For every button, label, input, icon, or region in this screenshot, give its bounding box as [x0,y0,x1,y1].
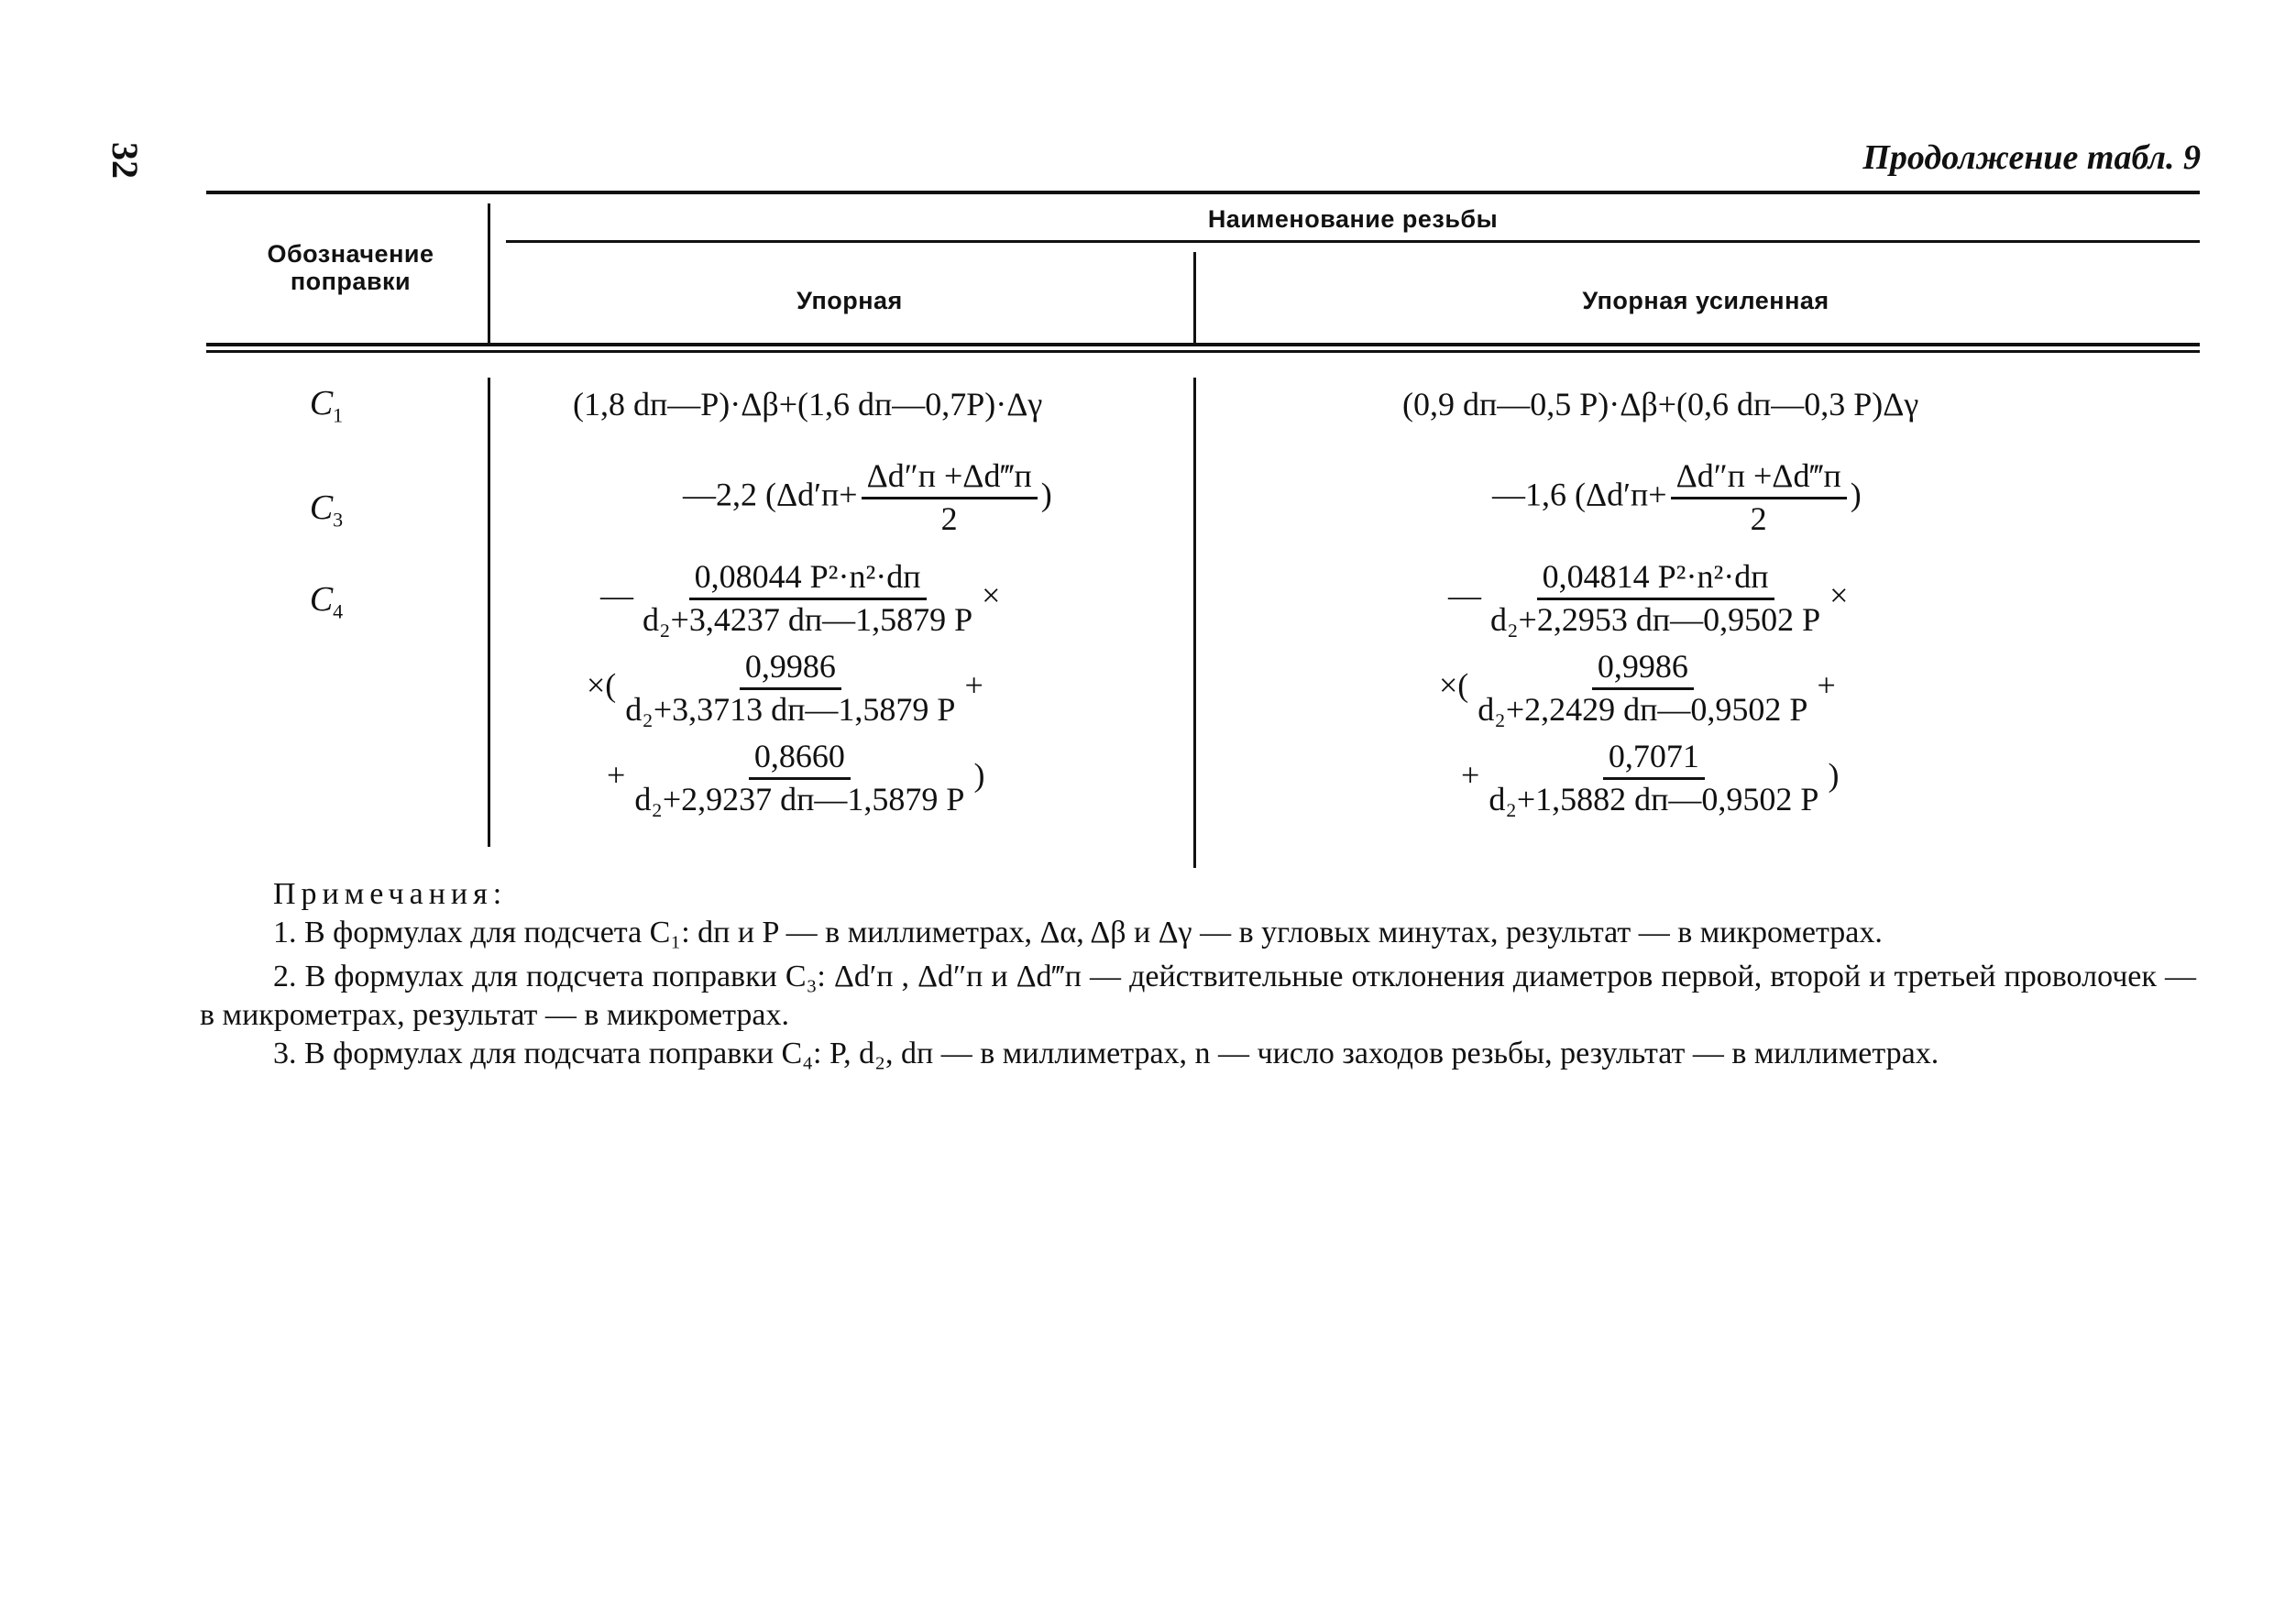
note-item-1: 1. В формулах для подсчета C₁: dп и P — в миллиметрах, Δα, Δβ и Δγ — в угловых минутах, результат — в микрометрах. [273,916,1883,949]
formula-c3-upornaya-fraction [862,458,1038,537]
formula-c4-usilennaya-den2: d₂+2,2429 dп—0,9502 P [1478,690,1808,728]
row-label-c4 [271,579,381,624]
formula-c4-usilennaya-den3: d₂+1,5882 dп—0,9502 P [1489,780,1819,817]
formula-c4-usilennaya-line1: — $\frac{\text{0,04814 P²·n²·dп}}{\text{d₂+2,2953 dп—0,9502 P}}$ × [1448,558,1849,638]
formula-c4-upornaya-frac2 [620,649,961,728]
formula-c4-upornaya-num1: 0,08044 P²·n²·dп [689,559,927,600]
formula-c4-usilennaya-den1: d₂+2,2953 dп—0,9502 P [1490,600,1821,638]
designation-header [220,240,481,295]
row-label-c1-sub: 1 [333,403,344,427]
notes-section [200,875,2196,1073]
formula-c3-upornaya-prefix: —2,2 (Δd′п+ [683,476,858,513]
formula-c3-usilennaya-num: Δd″п +Δd‴п [1671,458,1847,499]
formula-c4-usilennaya-num3: 0,7071 [1603,739,1705,780]
formula-c3-usilennaya-fraction [1671,458,1847,537]
row-label-c1 [271,383,381,428]
notes-title: Примечания: [273,877,508,911]
formula-c4-upornaya-num2: 0,9986 [740,649,841,690]
formula-c4-upornaya-line1: — $\frac{\text{0,08044 P²·n²·dп}}{\text{d₂+3,4237 dп—1,5879 P}}$ × [600,558,1001,638]
formula-c3-upornaya: —2,2 (Δd′п+ $\frac{\Delta d''п +\Delta d‴п}{2}$ ) [683,457,1052,537]
formula-c4-usilennaya-frac3 [1483,739,1824,817]
formula-c3-upornaya-num: Δd″п +Δd‴п [862,458,1038,499]
header-bottom-rule-1 [206,343,2200,346]
formula-c4-upornaya-den2: d₂+3,3713 dп—1,5879 P [625,690,956,728]
header-bottom-rule-2 [206,350,2200,353]
row-label-c4-main: C [309,580,334,619]
table-col-divider-2 [1193,252,1196,343]
formula-c4-upornaya-den1: d₂+3,4237 dп—1,5879 P [643,600,973,638]
formula-c1-upornaya: (1,8 dп—P)·Δβ+(1,6 dп—0,7P)·Δγ [573,386,1043,422]
formula-c3-usilennaya-prefix: —1,6 (Δd′п+ [1492,476,1667,513]
thread-name-header: Наименование резьбы [1207,205,1499,233]
formula-c4-usilennaya-line2: ×( $\frac{0,9986}{\text{d₂+2,2429 dп—0,9502 P}}$ + [1439,648,1836,728]
table-continuation-title: Продолжение табл. 9 [1862,138,2201,177]
formula-c4-upornaya-line2: ×( $\frac{0,9986}{\text{d₂+3,3713 dп—1,5879 P}}$ + [587,648,983,728]
row-label-c3-main: C [309,488,334,527]
table-col-divider-1 [488,203,490,343]
formula-c4-upornaya-line3: + $\frac{0,8660}{\text{d₂+2,9237 dп—1,5879 P}}$ ) [607,738,985,817]
table-top-rule [206,191,2200,194]
row-label-c3 [271,488,381,532]
header-sub-rule [506,240,2200,243]
formula-c1-usilennaya: (0,9 dп—0,5 P)·Δβ+(0,6 dп—0,3 P)Δγ [1402,386,1919,422]
designation-header-text: Обозначение поправки [267,240,434,295]
thread-col-upornaya: Упорная [796,287,903,314]
note-item-2: 2. В формулах для подсчета поправки C₃: Δd′п , Δd″п и Δd‴п — действительные отклонения диаметров первой, второй и третьей проволочек — в микрометрах, результат — в микрометрах. [200,960,2196,1032]
formula-c4-usilennaya-num2: 0,9986 [1592,649,1694,690]
formula-c4-upornaya-frac3 [629,739,970,817]
table-col-divider-1-body [488,378,490,847]
table-col-divider-2-body [1193,378,1196,868]
formula-c4-upornaya-den3: d₂+2,9237 dп—1,5879 P [634,780,965,817]
formula-c4-usilennaya-line3: + $\frac{0,7071}{\text{d₂+1,5882 dп—0,9502 P}}$ ) [1461,738,1840,817]
row-label-c4-sub: 4 [333,599,344,623]
note-item-3: 3. В формулах для подсчата поправки C₄: P, d₂, dп — в миллиметрах, n — число заходов резьбы, результат — в миллиметрах. [273,1037,1939,1070]
formula-c3-upornaya-den: 2 [940,499,958,537]
formula-c3-usilennaya-den: 2 [1750,499,1767,537]
thread-col-upornaya-usilennaya: Упорная усиленная [1582,287,1829,314]
formula-c4-upornaya-num3: 0,8660 [749,739,851,780]
formula-c4-usilennaya-frac1 [1485,559,1826,638]
row-label-c1-main: C [309,384,334,422]
formula-c4-upornaya-frac1 [637,559,978,638]
page-number: 32 [104,142,146,179]
formula-c3-usilennaya: —1,6 (Δd′п+ $\frac{\Delta d''п +\Delta d‴п}{2}$ ) [1492,457,1862,537]
formula-c4-usilennaya-frac2 [1472,649,1813,728]
formula-c4-usilennaya-num1: 0,04814 P²·n²·dп [1537,559,1774,600]
row-label-c3-sub: 3 [333,508,344,532]
